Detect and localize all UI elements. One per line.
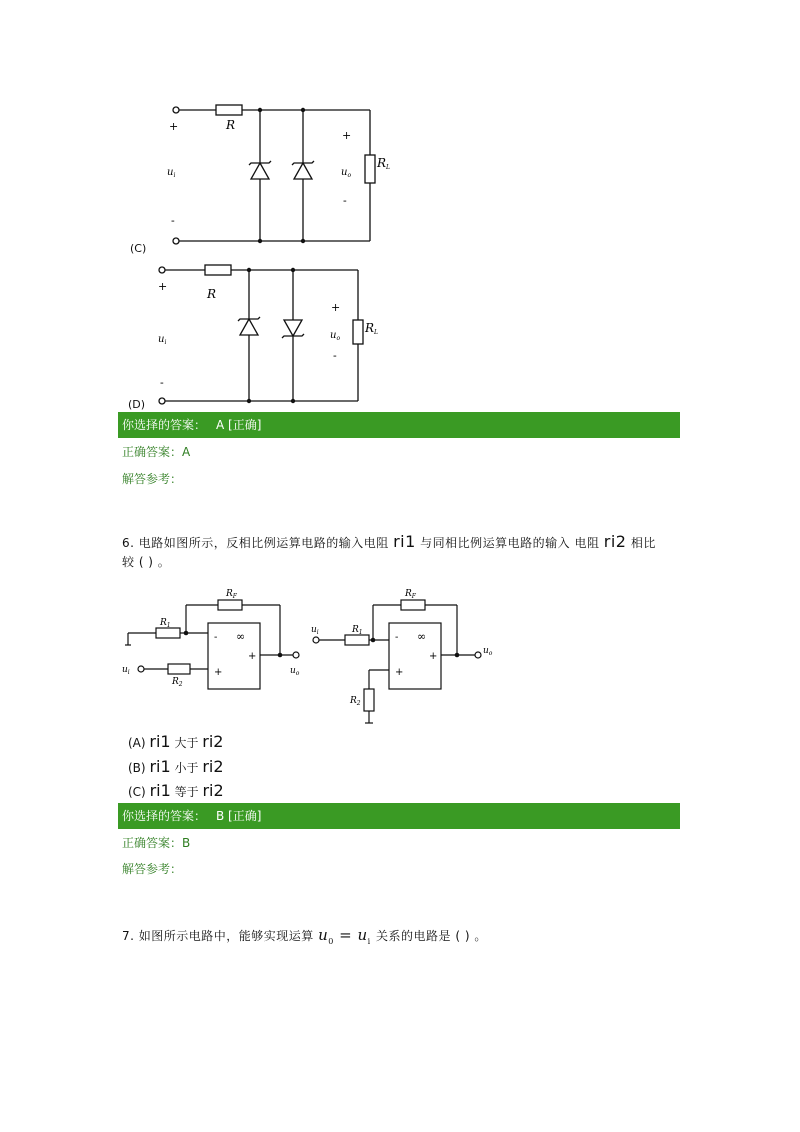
opamp-output-plus: +	[429, 651, 438, 662]
question-6-text	[122, 532, 692, 551]
option-term-a: ri1	[149, 757, 171, 776]
opamp-plus: +	[395, 667, 404, 678]
load-resistor-label: RL	[365, 321, 379, 336]
output-plus: +	[342, 129, 352, 142]
option-term-a: ri1	[149, 781, 171, 800]
selected-answer-value: A [正确]	[216, 418, 262, 432]
output-voltage-label: $u_o$	[290, 666, 300, 677]
eq-right-sub: i	[367, 937, 371, 946]
output-minus: -	[333, 349, 337, 362]
ri2-symbol: ri2	[603, 532, 627, 551]
r1-label: $R_1$	[160, 618, 171, 629]
circuit-option-d	[150, 258, 380, 408]
input-voltage-label: $u_i$	[167, 167, 176, 179]
option-label: (B)	[128, 761, 146, 775]
eq-sign: =	[339, 926, 353, 944]
plus-sign: +	[169, 120, 179, 133]
feedback-resistor-label: $R_F$	[226, 589, 237, 600]
eq-left: u	[318, 926, 329, 944]
selected-answer-bar	[118, 803, 680, 829]
feedback-resistor-label: $R_F$	[405, 589, 416, 600]
ri1-symbol: ri1	[393, 532, 416, 551]
option-c-label[interactable]: (C)	[130, 242, 147, 255]
eq-right: u	[357, 926, 368, 944]
option-b[interactable]	[128, 757, 224, 776]
correct-answer: 正确答案：A	[122, 445, 191, 459]
opamp-minus: -	[395, 632, 399, 643]
output-voltage-label: $u_o$	[483, 646, 493, 657]
input-voltage-label: $u_i$	[311, 625, 319, 636]
option-c[interactable]	[128, 781, 224, 800]
output-minus: -	[343, 194, 347, 207]
option-label: (A)	[128, 736, 146, 750]
output-voltage-label: $u_o$	[330, 330, 341, 342]
correct-answer: 正确答案：B	[122, 836, 191, 850]
r1-label: $R_1$	[352, 625, 363, 636]
question-6-prefix: 6. 电路如图所示，反相比例运算电路的输入电阻	[122, 536, 389, 550]
output-voltage-label: $u_o$	[341, 167, 352, 179]
noninverting-amplifier-circuit	[305, 583, 515, 728]
answer-reference: 解答参考：	[122, 472, 183, 486]
selected-answer-value: B [正确]	[216, 809, 262, 823]
option-term-b: ri2	[202, 732, 224, 751]
input-voltage-label: $u_i$	[158, 334, 167, 346]
r2-label: $R_2$	[350, 696, 361, 707]
input-voltage-label: $u_i$	[122, 665, 130, 676]
plus-sign: +	[158, 280, 168, 293]
question-7-text	[122, 926, 692, 946]
option-relation: 小于	[174, 761, 199, 775]
option-label: (C)	[128, 785, 146, 799]
minus-sign: -	[160, 376, 164, 389]
output-plus: +	[331, 301, 341, 314]
equation	[318, 926, 376, 944]
inverting-amplifier-circuit	[118, 583, 308, 693]
eq-left-sub: 0	[328, 937, 334, 946]
question-6-suffix: 相比	[630, 536, 656, 550]
selected-answer-label: 你选择的答案：	[122, 418, 207, 432]
opamp-plus: +	[214, 667, 223, 678]
option-relation: 等于	[174, 785, 199, 799]
option-d-label[interactable]: (D)	[128, 398, 146, 411]
selected-answer-label: 你选择的答案：	[122, 809, 207, 823]
circuit-option-c	[150, 95, 410, 255]
opamp-minus: -	[214, 632, 218, 643]
answer-reference: 解答参考：	[122, 862, 183, 876]
resistor-label: R	[226, 118, 236, 132]
option-term-b: ri2	[202, 757, 224, 776]
option-term-a: ri1	[149, 732, 171, 751]
opamp-output-plus: +	[248, 651, 257, 662]
opamp-infinity: ∞	[417, 630, 427, 643]
option-a[interactable]	[128, 732, 223, 751]
load-resistor-label: RL	[377, 156, 391, 171]
selected-answer-bar	[118, 412, 680, 438]
question-6-line2: 较 ( ) 。	[122, 555, 171, 569]
question-7-suffix: 关系的电路是 ( ) 。	[376, 929, 487, 943]
opamp-infinity: ∞	[236, 630, 246, 643]
r2-label: $R_2$	[172, 677, 183, 688]
option-relation: 大于	[174, 736, 199, 750]
minus-sign: -	[171, 214, 175, 227]
resistor-label: R	[207, 287, 217, 301]
option-term-b: ri2	[202, 781, 224, 800]
question-6-middle: 与同相比例运算电路的输入 电阻	[420, 536, 600, 550]
question-7-prefix: 7. 如图所示电路中，能够实现运算	[122, 929, 314, 943]
